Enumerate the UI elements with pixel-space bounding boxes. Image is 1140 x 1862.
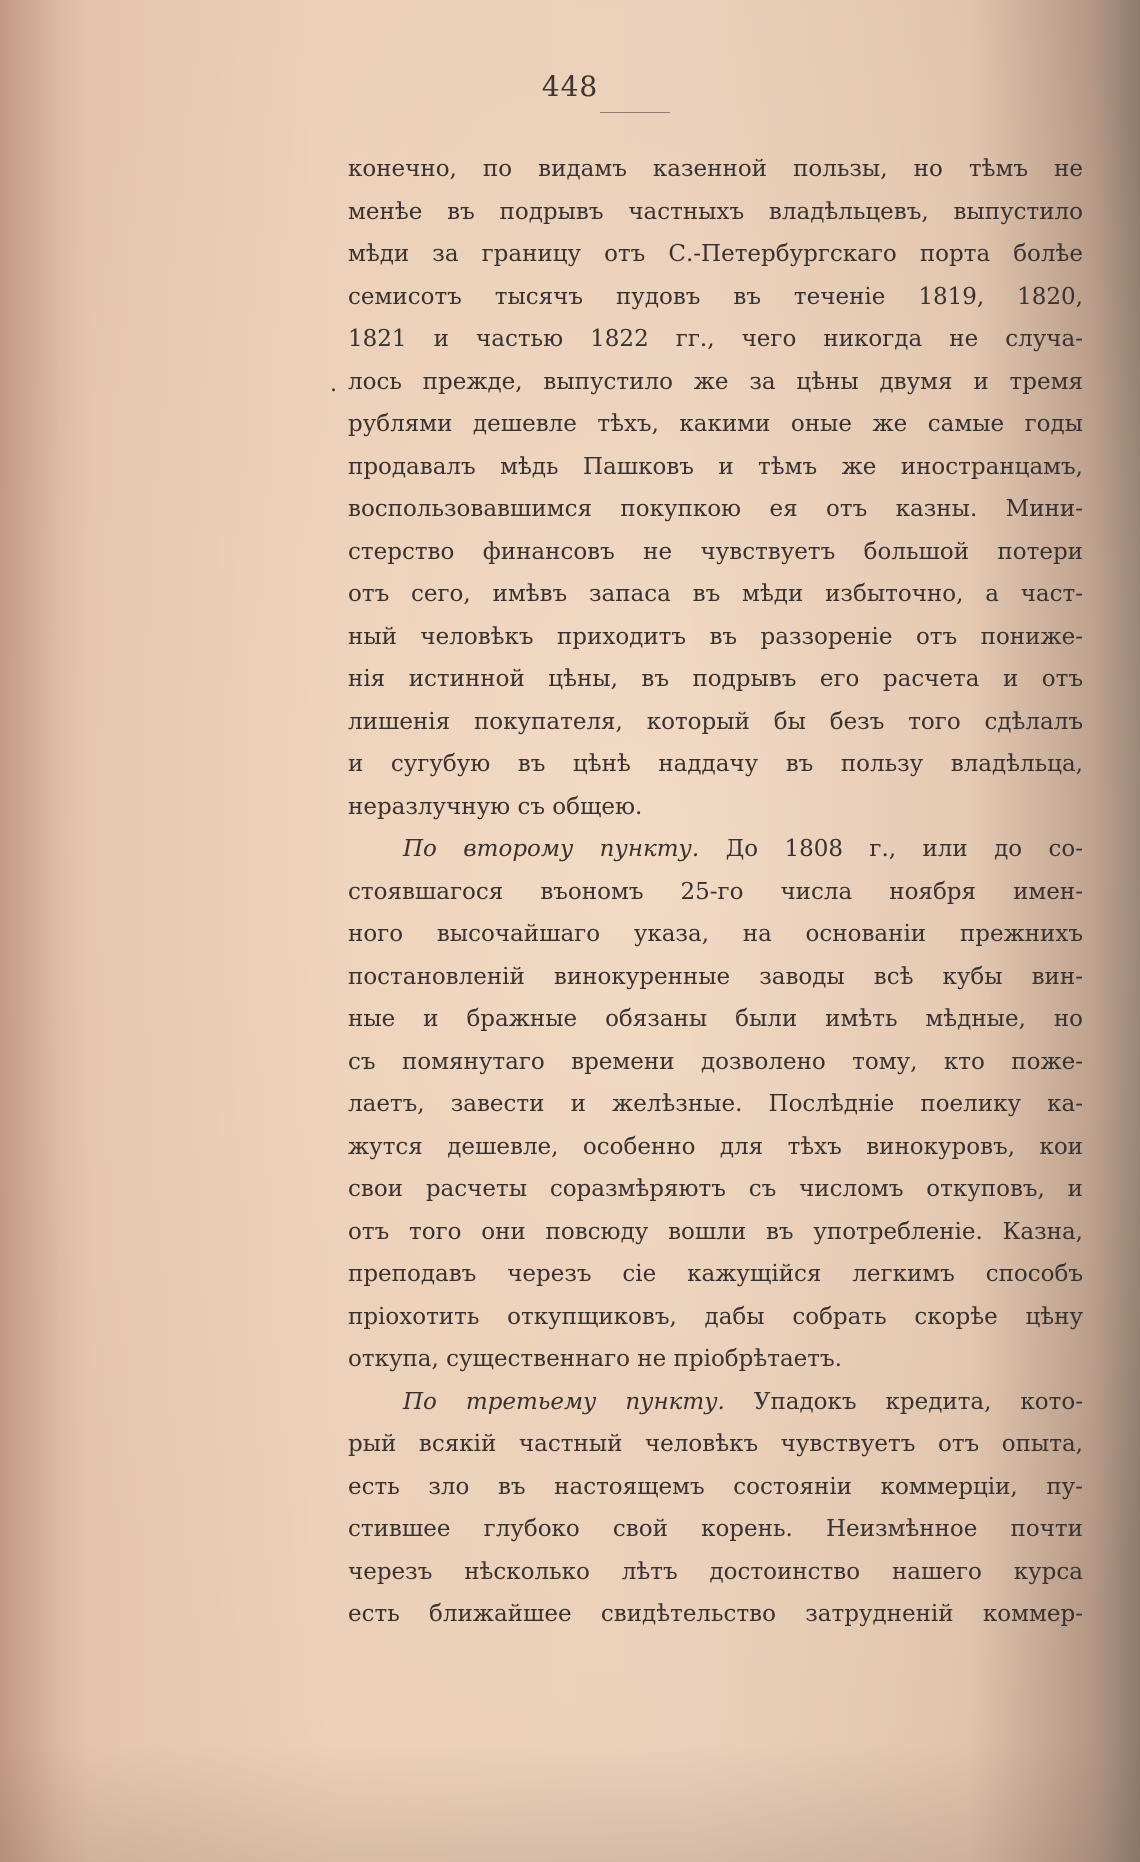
text-line: стоявшагося въономъ 25-го числа ноября имен- [348, 878, 1083, 905]
text-line: неразлучную съ общею. [348, 793, 643, 820]
text-line: менѣе въ подрывъ частныхъ владѣльцевъ, выпустило [348, 198, 1083, 225]
body-text [348, 148, 1083, 1636]
text-line: жутся дешевле, особенно для тѣхъ винокуровъ, кои [348, 1133, 1083, 1160]
margin-mark: . [330, 372, 337, 397]
text-line: продавалъ мѣдь Пашковъ и тѣмъ же иностранцамъ, [348, 453, 1083, 480]
page-number: 448 [541, 70, 599, 103]
text-line: свои расчеты соразмѣряютъ съ числомъ откуповъ, и [348, 1176, 1083, 1202]
section-lead: По второму пункту. [403, 836, 700, 862]
text-line: стерство финансовъ не чувствуетъ большой потери [348, 538, 1083, 565]
text-line: ный человѣкъ приходитъ въ раззореніе отъ пониже- [348, 623, 1083, 650]
paragraph-first-line [348, 1381, 1083, 1424]
text-line: откупа, существеннаго не пріобрѣтаетъ. [348, 1346, 842, 1372]
text-line: нія истинной цѣны, въ подрывъ его расчета и отъ [348, 666, 1083, 692]
paragraph-first-line [348, 828, 1083, 871]
page-gutter-shadow [0, 0, 60, 1862]
text-line: ного высочайшаго указа, на основаніи прежнихъ [348, 921, 1083, 947]
text-line: воспользовавшимся покупкою ея отъ казны. Мини- [348, 496, 1083, 522]
page-number-rule [600, 112, 670, 113]
text-line: отъ сего, имѣвъ запаса въ мѣди избыточно, а част- [348, 581, 1083, 607]
section-lead: По третьему пункту. [403, 1388, 725, 1415]
text-line: ные и бражные обязаны были имѣть мѣдные, но [348, 1006, 1083, 1032]
text-line: лось прежде, выпустило же за цѣны двумя и тремя [348, 368, 1083, 395]
text-line: пріохотить откупщиковъ, дабы собрать скорѣе цѣну [348, 1303, 1083, 1330]
text-line: семисотъ тысячъ пудовъ въ теченіе 1819, 1820, [348, 283, 1083, 310]
text-line: есть зло въ настоящемъ состояніи коммерціи, пу- [348, 1473, 1083, 1500]
text-line: есть ближайшее свидѣтельство затрудненій коммер- [348, 1601, 1083, 1627]
text-line: черезъ нѣсколько лѣтъ достоинство нашего курса [348, 1558, 1083, 1585]
text-line: постановленій винокуренные заводы всѣ кубы вин- [348, 963, 1083, 990]
text-line: преподавъ черезъ сіе кажущійся легкимъ способъ [348, 1261, 1083, 1287]
text-line: 1821 и частью 1822 гг., чего никогда не случа- [348, 326, 1083, 352]
text-line: стившее глубоко свой корень. Неизмѣнное почти [348, 1516, 1083, 1542]
text-line: конечно, по видамъ казенной пользы, но тѣмъ не [348, 156, 1083, 182]
text-line: рый всякій частный человѣкъ чувствуетъ отъ опыта, [348, 1431, 1083, 1457]
text-line: лаетъ, завести и желѣзные. Послѣдніе поелику ка- [348, 1091, 1083, 1117]
page-bottom-shadow [0, 1742, 1140, 1862]
text-run: Упадокъ кредита, кото- [753, 1388, 1083, 1415]
text-line: съ помянутаго времени дозволено тому, кто поже- [348, 1048, 1083, 1075]
text-line: лишенія покупателя, который бы безъ того сдѣлалъ [348, 708, 1083, 735]
text-line: мѣди за границу отъ С.-Петербургскаго порта болѣе [348, 241, 1083, 267]
text-run: До 1808 г., или до со- [725, 836, 1083, 862]
text-line: рублями дешевле тѣхъ, какими оные же самые годы [348, 411, 1083, 437]
text-line: и сугубую въ цѣнѣ наддачу въ пользу владѣльца, [348, 751, 1083, 777]
text-line: отъ того они повсюду вошли въ употребленіе. Казна, [348, 1218, 1083, 1245]
